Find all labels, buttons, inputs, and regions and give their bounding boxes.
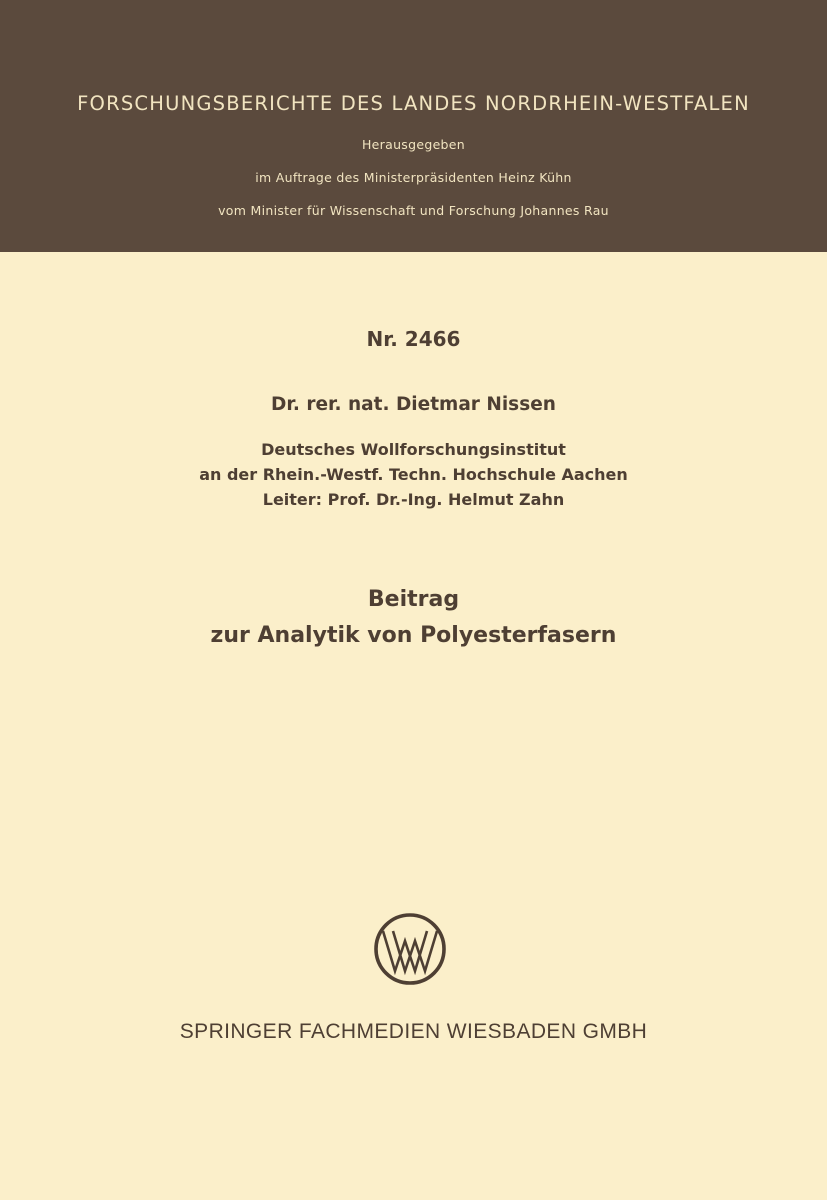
header-band xyxy=(0,0,827,252)
book-title-line-1: Beitrag xyxy=(367,587,460,612)
ww-logo-icon xyxy=(372,911,448,987)
author-name: Dr. rer. nat. Dietmar Nissen xyxy=(271,394,556,415)
editor-line-2: im Auftrage des Ministerpräsidenten Heinz Kühn xyxy=(255,170,572,185)
institute-line-2: an der Rhein.-Westf. Techn. Hochschule Aachen xyxy=(199,465,628,484)
institute-line-1: Deutsches Wollforschungsinstitut xyxy=(261,440,566,459)
editor-line-3: vom Minister für Wissenschaft und Forschung Johannes Rau xyxy=(218,203,609,218)
publisher-name: SPRINGER FACHMEDIEN WIESBADEN GMBH xyxy=(179,1020,648,1043)
editor-line-1: Herausgegeben xyxy=(361,137,466,152)
series-title: FORSCHUNGSBERICHTE DES LANDES NORDRHEIN-WESTFALEN xyxy=(77,92,750,115)
book-title-line-2: zur Analytik von Polyesterfasern xyxy=(210,623,617,648)
report-number: Nr. 2466 xyxy=(366,327,461,351)
institute-line-3: Leiter: Prof. Dr.-Ing. Helmut Zahn xyxy=(262,490,565,509)
